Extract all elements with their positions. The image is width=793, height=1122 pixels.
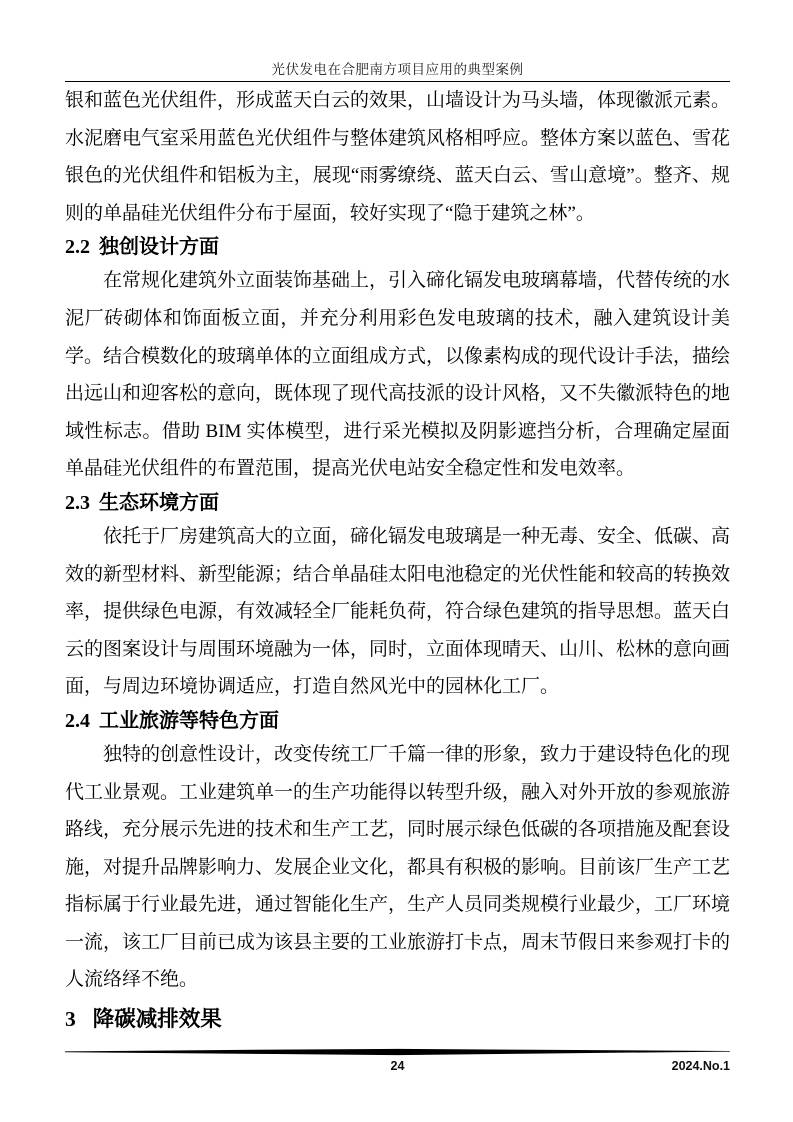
page-footer	[65, 1048, 730, 1074]
running-head-title: 光伏发电在合肥南方项目应用的典型案例	[271, 62, 524, 77]
issue-label: 2024.No.1	[671, 1059, 730, 1073]
page-header	[65, 0, 730, 82]
section-heading-2-2	[65, 232, 730, 262]
section-number: 2.4	[65, 709, 90, 732]
section-number: 2.2	[65, 236, 90, 259]
chapter-heading-3	[65, 999, 730, 1039]
section-title: 独创设计方面	[99, 236, 219, 259]
tapered-rule	[65, 1048, 730, 1056]
paragraph-section-2-4: 独特的创意性设计，改变传统工厂千篇一律的形象，致力于建设特色化的现代工业景观。工业建筑单一的生产功能得以转型升级，融入对外开放的参观旅游路线，充分展示先进的技术和生产工艺，同时展示绿色低碳的各项措施及配套设施，对提升品牌影响力、发展企业文化，都具有积极的影响。目前该厂生产工艺指标属于行业最先进，通过智能化生产，生产人员同类规模行业最少，工厂环境一流，该工厂目前已成为该县主要的工业旅游打卡点，周末节假日来参观打卡的人流络绎不绝。	[65, 743, 731, 991]
document-body	[65, 82, 730, 1039]
paragraph-section-2-2: 在常规化建筑外立面装饰基础上，引入碲化镉发电玻璃幕墙，代替传统的水泥厂砖砌体和饰面板立面，并充分利用彩色发电玻璃的技术，融入建筑设计美学。结合模数化的玻璃单体的立面组成方式，以像素构成的现代设计手法，描绘出远山和迎客松的意向，既体现了现代高技派的设计风格，又不失徽派特色的地域性标志。借助 BIM 实体模型，进行采光模拟及阴影遮挡分析，合理确定屋面单晶硅光伏组件的布置范围，提高光伏电站安全稳定性和发电效率。	[65, 270, 731, 480]
chapter-title: 降碳减排效果	[92, 1007, 222, 1032]
footer-text-row	[65, 1058, 730, 1074]
chapter-number: 3	[65, 1007, 76, 1032]
section-number: 2.3	[65, 491, 90, 514]
page-number: 24	[390, 1059, 405, 1073]
section-heading-2-3	[65, 488, 730, 518]
section-heading-2-4	[65, 706, 730, 736]
paragraph-section-2-3: 依托于厂房建筑高大的立面，碲化镉发电玻璃是一种无毒、安全、低碳、高效的新型材料、新型能源；结合单晶硅太阳电池稳定的光伏性能和较高的转换效率，提供绿色电源，有效减轻全厂能耗负荷，符合绿色建筑的指导思想。蓝天白云的图案设计与周围环境融为一体，同时，立面体现晴天、山川、松林的意向画面，与周边环境协调适应，打造自然风光中的园林化工厂。	[65, 525, 731, 698]
section-title: 生态环境方面	[99, 491, 219, 514]
section-title: 工业旅游等特色方面	[99, 709, 279, 732]
paragraph-continuation: 银和蓝色光伏组件，形成蓝天白云的效果，山墙设计为马头墙，体现徽派元素。水泥磨电气室采用蓝色光伏组件与整体建筑风格相呼应。整体方案以蓝色、雪花银色的光伏组件和铝板为主，展现“雨雾缭绕、蓝天白云、雪山意境”。整齐、规则的单晶硅光伏组件分布于屋面，较好实现了“隐于建筑之林”。	[65, 90, 731, 224]
